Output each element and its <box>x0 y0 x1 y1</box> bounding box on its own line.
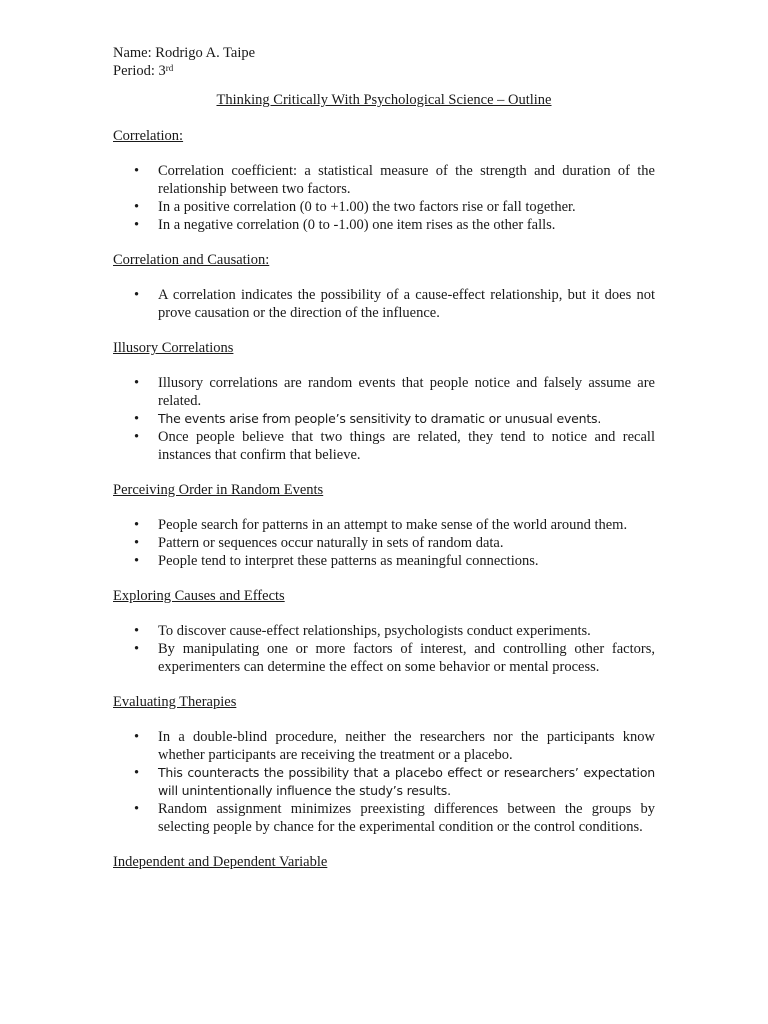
bullet-text: Illusory correlations are random events that people notice and falsely assume are related. <box>158 375 655 409</box>
section-heading: Perceiving Order in Random Events <box>113 482 324 498</box>
document-title: Thinking Critically With Psychological Science – Outline <box>216 92 552 108</box>
bullet-item <box>113 162 655 198</box>
bullet-text: Random assignment minimizes preexisting differences between the groups by selecting people by chance for the experimental condition or the control conditions. <box>158 801 655 835</box>
outline-sections <box>113 127 655 871</box>
outline-section <box>113 127 655 234</box>
bullet-item <box>113 374 655 410</box>
bullet-icon: • <box>134 553 140 569</box>
bullet-item <box>113 552 655 570</box>
bullet-text: In a negative correlation (0 to -1.00) one item rises as the other falls. <box>158 217 556 233</box>
bullet-icon: • <box>134 163 140 179</box>
bullet-text: Pattern or sequences occur naturally in sets of random data. <box>158 535 504 551</box>
section-heading: Independent and Dependent Variable <box>113 854 328 870</box>
section-heading: Correlation: <box>113 128 184 144</box>
bullet-item <box>113 800 655 836</box>
bullet-icon: • <box>134 623 140 639</box>
bullet-text: People tend to interpret these patterns as meaningful connections. <box>158 553 539 569</box>
bullet-text: This counteracts the possibility that a placebo effect or researchers’ expectation will unintentionally influence the study’s results. <box>158 765 655 798</box>
bullet-list <box>113 622 655 676</box>
section-heading: Correlation and Causation: <box>113 252 270 268</box>
student-name: Name: Rodrigo A. Taipe <box>113 45 256 61</box>
bullet-item <box>113 198 655 216</box>
bullet-text: By manipulating one or more factors of interest, and controlling other factors, experimenters can determine the effect on some behavior or mental process. <box>158 641 655 675</box>
class-period <box>113 62 655 80</box>
section-heading: Exploring Causes and Effects <box>113 588 285 604</box>
bullet-list <box>113 374 655 464</box>
bullet-icon: • <box>134 765 140 781</box>
outline-section <box>113 587 655 676</box>
bullet-icon: • <box>134 729 140 745</box>
section-heading: Evaluating Therapies <box>113 694 237 710</box>
outline-section <box>113 853 655 871</box>
bullet-list <box>113 728 655 836</box>
bullet-icon: • <box>134 429 140 445</box>
bullet-icon: • <box>134 411 140 427</box>
bullet-icon: • <box>134 199 140 215</box>
bullet-text: Once people believe that two things are related, they tend to notice and recall instances that confirm that believe. <box>158 429 655 463</box>
bullet-icon: • <box>134 641 140 657</box>
bullet-text: Correlation coefficient: a statistical measure of the strength and duration of the relationship between two factors. <box>158 163 655 197</box>
outline-section <box>113 339 655 464</box>
bullet-item <box>113 622 655 640</box>
bullet-text: People search for patterns in an attempt to make sense of the world around them. <box>158 517 628 533</box>
bullet-item <box>113 640 655 676</box>
bullet-item <box>113 286 655 322</box>
bullet-item <box>113 534 655 552</box>
bullet-text: The events arise from people’s sensitivity to dramatic or unusual events. <box>158 411 602 426</box>
bullet-icon: • <box>134 801 140 817</box>
bullet-icon: • <box>134 375 140 391</box>
bullet-list <box>113 516 655 570</box>
bullet-text: In a positive correlation (0 to +1.00) the two factors rise or fall together. <box>158 199 576 215</box>
bullet-text: A correlation indicates the possibility of a cause-effect relationship, but it does not prove causation or the direction of the influence. <box>158 287 655 321</box>
period-ordinal-suffix: rd <box>165 63 174 73</box>
bullet-icon: • <box>134 287 140 303</box>
section-heading: Illusory Correlations <box>113 340 234 356</box>
outline-section <box>113 481 655 570</box>
bullet-item <box>113 516 655 534</box>
bullet-icon: • <box>134 217 140 233</box>
outline-section <box>113 693 655 836</box>
bullet-item <box>113 410 655 428</box>
bullet-item <box>113 428 655 464</box>
bullet-item <box>113 728 655 764</box>
bullet-text: To discover cause-effect relationships, psychologists conduct experiments. <box>158 623 591 639</box>
bullet-icon: • <box>134 517 140 533</box>
bullet-list <box>113 286 655 322</box>
period-text: Period: 3 <box>113 63 166 79</box>
outline-section <box>113 251 655 322</box>
bullet-item <box>113 216 655 234</box>
bullet-list <box>113 162 655 234</box>
bullet-icon: • <box>134 535 140 551</box>
document-page <box>113 44 655 871</box>
bullet-item <box>113 764 655 800</box>
bullet-text: In a double-blind procedure, neither the researchers nor the participants know whether participants are receiving the treatment or a placebo. <box>158 729 655 763</box>
